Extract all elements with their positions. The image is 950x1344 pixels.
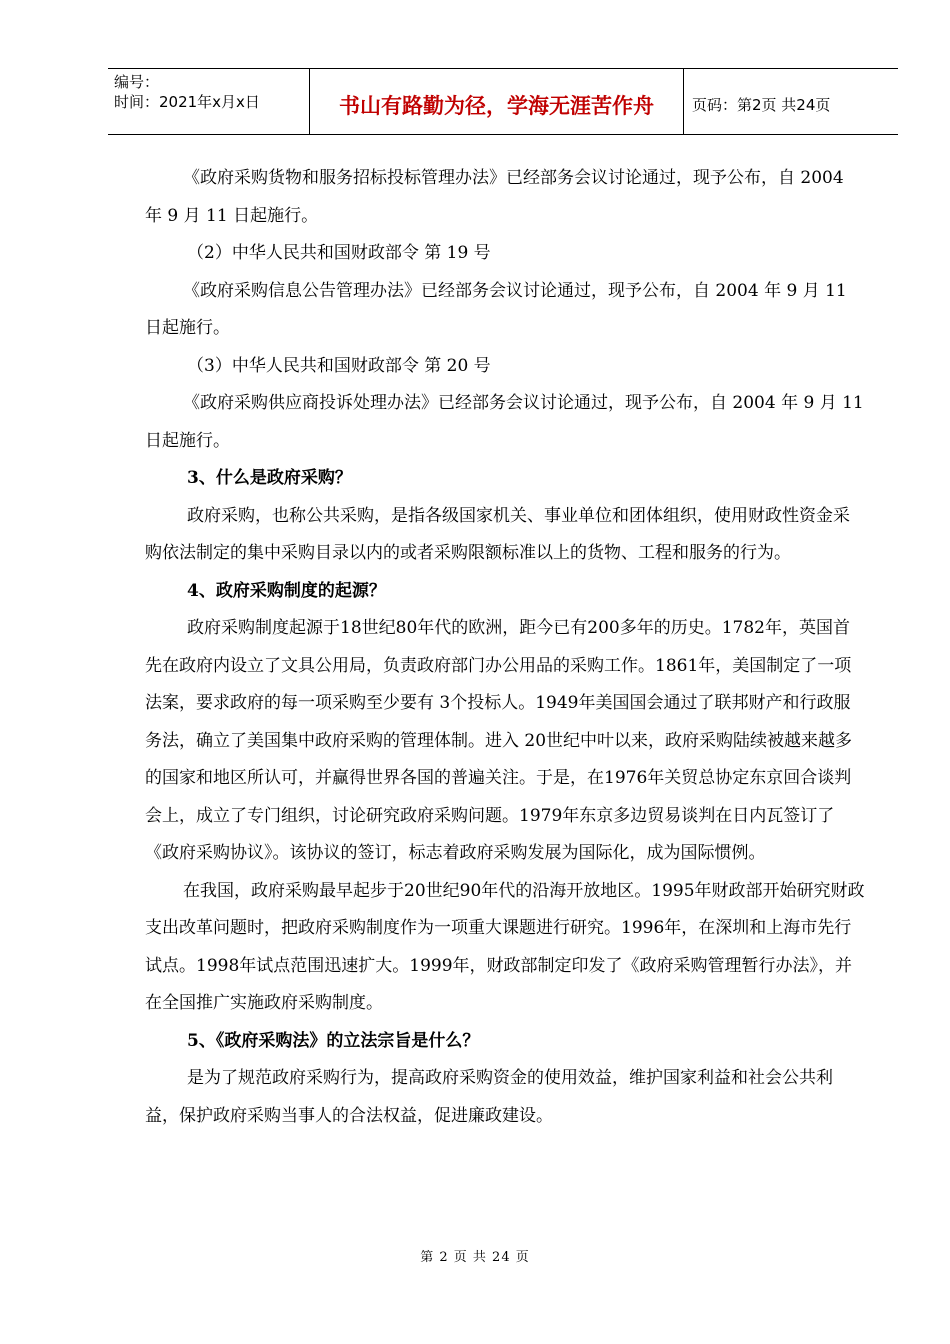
paragraph: 《政府采购供应商投诉处理办法》已经部务会议讨论通过，现予公布，自 2004 年 9 月 11 日起施行。: [145, 393, 864, 451]
section-heading: 4、政府采购制度的起源？: [187, 580, 386, 601]
header-motto: 书山有路勤为径，学海无涯苦作舟: [310, 69, 684, 134]
document-number-label: 编号：: [114, 73, 160, 91]
section-heading: 5、《政府采购法》的立法宗旨是什么？: [187, 1030, 480, 1051]
paragraph: 《政府采购货物和服务招标投标管理办法》已经部务会议讨论通过，现予公布，自 2004 年 9 月 11 日起施行。: [145, 168, 844, 226]
header-meta: [108, 69, 310, 134]
section-heading: 3、什么是政府采购？: [187, 468, 352, 488]
document-body: [145, 160, 865, 1135]
page-header: [108, 68, 898, 135]
paragraph: 政府采购，也称公共采购，是指各级国家机关、事业单位和团体组织，使用财政性资金采购依法制定的集中采购目录以内的或者采购限额标准以上的货物、工程和服务的行为。: [145, 505, 850, 563]
paragraph: （2）中华人民共和国财政部令 第 19 号: [187, 243, 491, 263]
paragraph: 政府采购制度起源于18世纪80年代的欧洲，距今已有200多年的历史。1782年，英国首先在政府内设立了文具公用局，负责政府部门办公用品的采购工作。1861年，美国制定了一项法案，要求政府的每一项采购至少要有 3个投标人。1949年美国国会通过了联邦财产和行政服务法，确立了美国集中政府采购的管理体制。进入 20世纪中叶以来，政府采购陆续被越来越多的国家和地区所认可，并赢得世界各国的普遍关注。于是，在1976年关贸总协定东京回合谈判会上，成立了专门组织，讨论研究政府采购问题。1979年东京多边贸易谈判在日内瓦签订了《政府采购协议》。该协议的签订，标志着政府采购发展为国际化，成为国际惯例。: [145, 618, 853, 863]
paragraph: 《政府采购信息公告管理办法》已经部务会议讨论通过，现予公布，自 2004 年 9 月 11 日起施行。: [145, 280, 847, 338]
paragraph: （3）中华人民共和国财政部令 第 20 号: [187, 355, 491, 376]
header-page-info: 页码：第2页 共24页: [692, 96, 831, 114]
page-footer: 第 2 页 共 24 页: [420, 1250, 530, 1265]
paragraph: 是为了规范政府采购行为，提高政府采购资金的使用效益，维护国家利益和社会公共利益，保护政府采购当事人的合法权益，促进廉政建设。: [145, 1068, 833, 1126]
paragraph: 在我国，政府采购最早起步于20世纪90年代的沿海开放地区。1995年财政部开始研究财政支出改革问题时，把政府采购制度作为一项重大课题进行研究。1996年，在深圳和上海市先行试点。1998年试点范围迅速扩大。1999年，财政部制定印发了《政府采购管理暂行办法》，并在全国推广实施政府采购制度。: [145, 880, 865, 1013]
document-time-label: 时间：2021年x月x日: [114, 93, 260, 111]
